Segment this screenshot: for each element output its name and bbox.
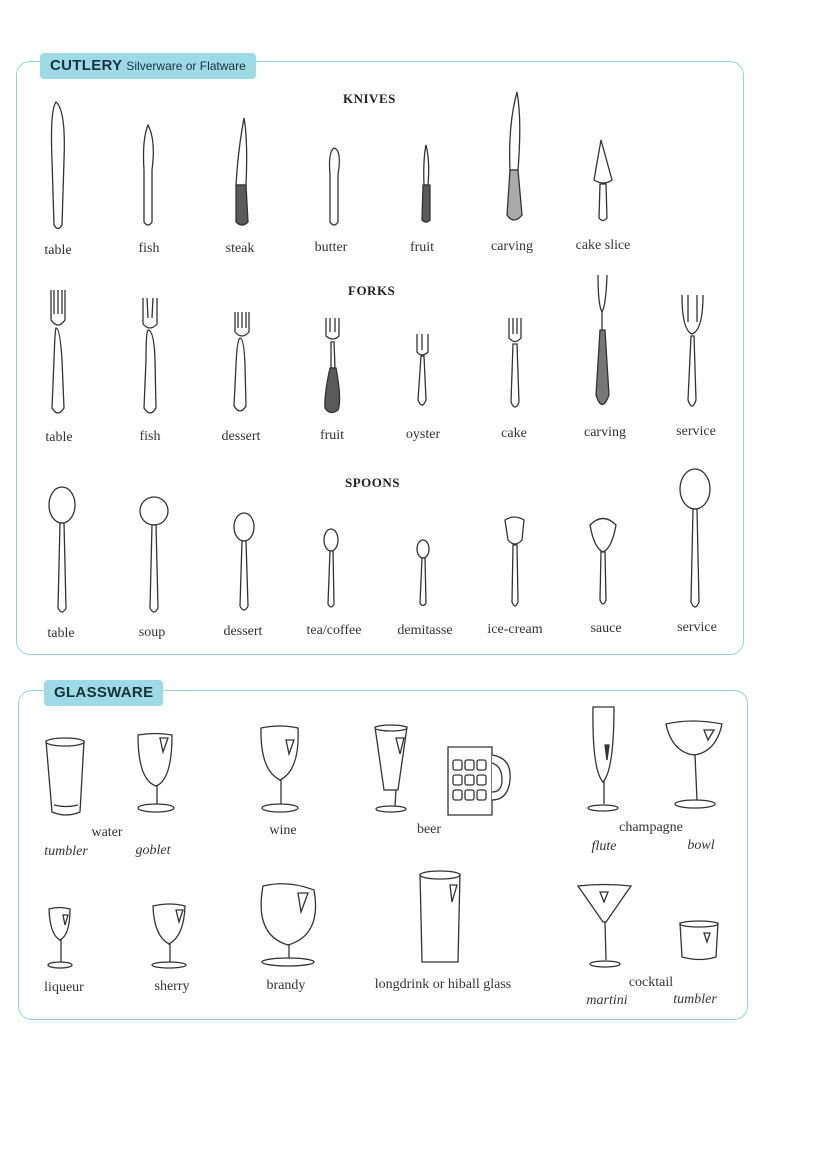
knives-heading: KNIVES: [343, 91, 396, 106]
spoon-label-service: service: [677, 620, 717, 635]
fork-label-cake: cake: [501, 426, 527, 441]
tumbler-label: tumbler: [44, 844, 88, 859]
fork-label-table: table: [45, 430, 73, 445]
goblet-label: goblet: [135, 843, 171, 858]
sherry-glass-icon: [152, 904, 186, 968]
cocktail-tumbler-label: tumbler: [673, 992, 717, 1007]
flute-label: flute: [591, 839, 617, 854]
water-label: water: [91, 825, 123, 840]
fork-label-fish: fish: [139, 429, 161, 444]
goblet-glass-icon: [138, 734, 174, 813]
spoon-label-dessert: dessert: [223, 624, 263, 639]
cutlery-subtitle: Silverware or Flatware: [126, 59, 246, 73]
brandy-glass-icon: [261, 884, 315, 966]
knife-label-cake-slice: cake slice: [575, 238, 631, 253]
tumbler-glass-icon: [46, 738, 84, 815]
cutlery-title: CUTLERY: [50, 57, 123, 74]
liqueur-glass-icon: [48, 908, 72, 969]
cocktail-tumbler-icon: [680, 921, 718, 960]
forks-heading: FORKS: [348, 283, 396, 298]
knife-label-table: table: [44, 243, 72, 258]
spoon-label-table: table: [47, 626, 75, 641]
spoon-label-sauce: sauce: [590, 621, 622, 636]
spoons-heading: SPOONS: [345, 475, 401, 490]
liqueur-label: liqueur: [44, 980, 84, 995]
brandy-label: brandy: [266, 978, 306, 993]
champagne-label: champagne: [619, 820, 683, 835]
fork-label-fruit: fruit: [319, 428, 345, 443]
bowl-label: bowl: [687, 838, 715, 853]
knife-label-carving: carving: [491, 239, 533, 254]
spoon-label-soup: soup: [138, 625, 166, 640]
knife-label-steak: steak: [225, 241, 255, 256]
wine-glass-icon: [261, 726, 298, 812]
champagne-bowl-icon: [666, 721, 722, 808]
spoon-label-ice-cream: ice-cream: [487, 622, 543, 637]
longdrink-label: longdrink or hiball glass: [374, 977, 512, 992]
fork-label-service: service: [676, 424, 716, 439]
martini-label: martini: [586, 993, 628, 1008]
longdrink-glass-icon: [420, 871, 460, 962]
fork-label-oyster: oyster: [405, 427, 441, 442]
wine-label: wine: [269, 823, 297, 838]
spoon-label-demitasse: demitasse: [397, 623, 453, 638]
knife-label-butter: butter: [314, 240, 348, 255]
glassware-title: GLASSWARE: [54, 684, 154, 701]
beer-label: beer: [416, 822, 442, 837]
fork-label-dessert: dessert: [221, 429, 261, 444]
knife-label-fruit: fruit: [409, 240, 435, 255]
sherry-label: sherry: [154, 979, 190, 994]
beer-mug-icon: [448, 747, 510, 815]
beer-pilsner-icon: [375, 725, 407, 812]
spoon-label-tea-coffee: tea/coffee: [306, 623, 362, 638]
fork-label-carving: carving: [584, 425, 626, 440]
knife-label-fish: fish: [138, 241, 160, 256]
cocktail-label: cocktail: [628, 975, 674, 990]
champagne-flute-icon: [588, 707, 618, 811]
martini-glass-icon: [578, 885, 631, 968]
